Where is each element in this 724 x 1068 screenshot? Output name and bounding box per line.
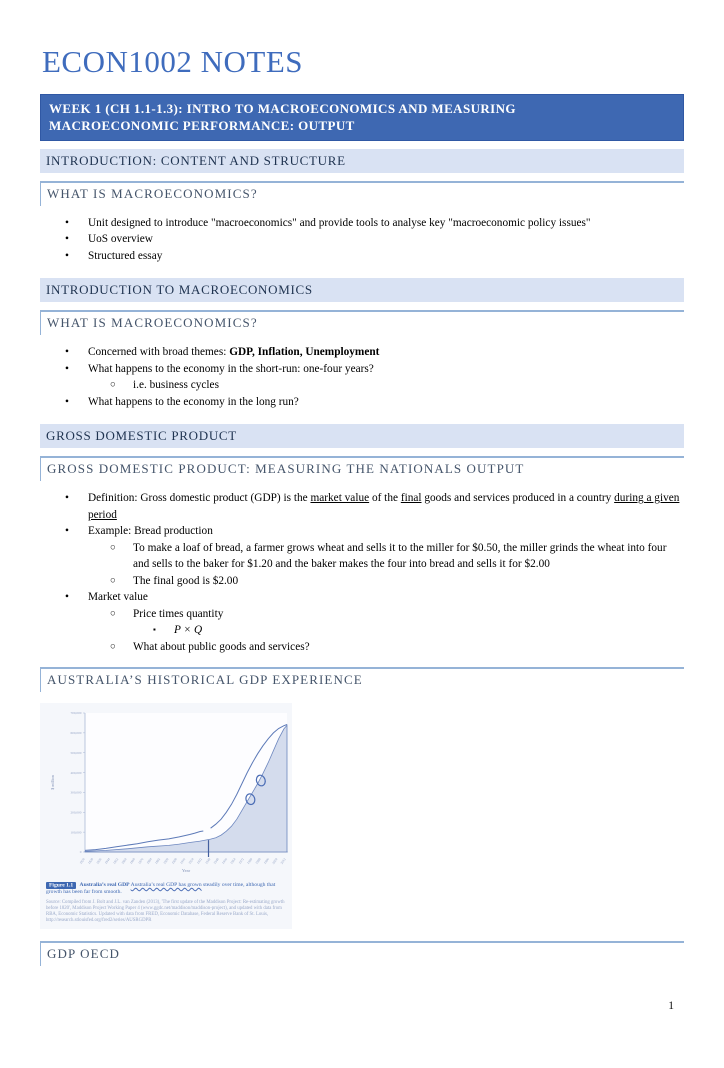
heading-introduction-content-structure: INTRODUCTION: CONTENT AND STRUCTURE [40, 149, 684, 173]
x-tick-label: 1956 [221, 857, 229, 866]
heading-gross-domestic-product: GROSS DOMESTIC PRODUCT [40, 424, 684, 448]
bullet-marker: • [65, 395, 69, 408]
list-item [40, 639, 684, 656]
gdp-chart-svg [40, 706, 292, 876]
y-tick-label: 0 [79, 850, 82, 855]
week1-banner-text: WEEK 1 (CH 1.1-1.3): INTRO TO MACROECONOMICS AND MEASURING MACROECONOMIC PERFORMANCE: OUTPUT [49, 100, 516, 134]
figure-source-note: Source: Compiled from J. Bolt and J.L. van Zanden (2013), 'The first update of the Maddison Project: Re-estimating growth before 1820', Maddison Project Working Paper 4 (www.ggdc.net/maddison/maddison-project), and updated with data from RBA, Economic Statistics. Updated with data from FRED, Economic Database, Federal Reserve Bank of St. Louis, http://research.stlouisfed.org/fred2/series/AUSRGDPR [46, 900, 285, 923]
week1-banner-heading [40, 94, 684, 141]
bullet-marker: • [65, 591, 69, 604]
y-tick-label: 600,000 [70, 731, 82, 736]
bullet-marker: ○ [110, 575, 116, 586]
figure-caption-underlined-text: Australia’s real GDP has grown [130, 882, 202, 889]
y-tick-label: 300,000 [70, 790, 82, 795]
x-tick-label: 1876 [137, 857, 145, 866]
x-tick-label: 1860 [120, 857, 128, 866]
list-item [40, 215, 684, 232]
x-tick-label: 1868 [128, 857, 137, 866]
x-tick-label: 1988 [254, 857, 262, 866]
bullet-marker: • [65, 249, 69, 262]
x-tick-label: 1980 [246, 857, 254, 866]
figure-caption-text: steadily over time, although that growth has been far from smooth. [46, 882, 276, 896]
x-tick-label: 2004 [271, 857, 279, 866]
heading-australia-historical-gdp: AUSTRALIA’S HISTORICAL GDP EXPERIENCE [40, 667, 684, 692]
figure-number-chip: Figure 1.1 [46, 882, 76, 889]
x-tick-label: 1908 [170, 857, 178, 866]
list-item-text: Price times quantity [133, 607, 224, 620]
bullet-marker: • [65, 233, 69, 246]
list-item [40, 540, 684, 573]
bullet-marker: • [65, 525, 69, 538]
list-item [40, 248, 684, 265]
list-item-text: Market value [88, 591, 148, 604]
list-item-text: Unit designed to introduce "macroeconomics" and provide tools to analyse key "macroeconomic policy issues" [88, 216, 591, 229]
list-item-text: Definition: Gross domestic product (GDP) is the market value of the final goods and services produced in a country during a given period [88, 492, 680, 521]
x-tick-label: 1844 [103, 857, 111, 866]
bullet-marker: • [65, 492, 69, 505]
list-item-text: What about public goods and services? [133, 640, 310, 653]
heading-what-is-macroeconomics-2: WHAT IS MACROECONOMICS? [40, 310, 684, 335]
list-item [40, 589, 684, 606]
heading-gdp-measuring-output: GROSS DOMESTIC PRODUCT: MEASURING THE NATIONALS OUTPUT [40, 456, 684, 481]
page-number: 1 [668, 1000, 674, 1012]
list-item-text: Structured essay [88, 249, 163, 262]
heading-gdp-oecd: GDP OECD [40, 941, 684, 966]
page-title: ECON1002 NOTES [42, 44, 304, 79]
x-tick-label: 1972 [237, 857, 245, 866]
y-tick-label: 100,000 [70, 830, 82, 835]
bullet-marker: ○ [110, 641, 116, 652]
list-item [40, 231, 684, 248]
y-tick-label: 200,000 [70, 810, 82, 815]
x-tick-label: 1916 [179, 857, 187, 866]
macro-bullet-list [40, 344, 684, 410]
y-tick-label: 500,000 [70, 751, 82, 756]
document-page [40, 44, 684, 966]
list-item [40, 573, 684, 590]
x-tick-label: 1996 [262, 857, 271, 866]
list-item-text: Concerned with broad themes: GDP, Inflation, Unemployment [88, 346, 380, 359]
x-axis-title: Year [181, 868, 191, 874]
x-tick-label: 1892 [154, 857, 162, 866]
figure-caption [46, 882, 286, 896]
list-item [40, 361, 684, 378]
figure-caption-title: Australia’s real GDP [79, 882, 130, 889]
heading-what-is-macroeconomics-1: WHAT IS MACROECONOMICS? [40, 181, 684, 206]
x-tick-label: 1924 [187, 857, 195, 866]
list-item-text: UoS overview [88, 233, 153, 246]
bullet-marker: ○ [110, 608, 116, 619]
list-item [40, 606, 684, 623]
list-item [40, 523, 684, 540]
list-item-text: The final good is $2.00 [133, 574, 239, 587]
list-item-text: What happens to the economy in the short-run: one-four years? [88, 362, 374, 375]
list-item-text: P × Q [174, 624, 203, 637]
list-item-text: To make a loaf of bread, a farmer grows wheat and sells it to the miller for $0.50, the miller grinds the wheat into four and sells to the baker for $1.20 and the baker makes the four into bread and sells it for $2.00 [133, 541, 667, 571]
list-item-text: Example: Bread production [88, 525, 213, 538]
gdp-figure-image [40, 703, 292, 929]
x-tick-label: 1884 [145, 857, 153, 866]
list-item [40, 394, 684, 411]
gdp-bullet-list [40, 490, 684, 655]
list-item-text: i.e. business cycles [133, 379, 219, 392]
x-tick-label: 1828 [87, 857, 95, 866]
x-tick-label: 1964 [229, 857, 237, 866]
list-item [40, 344, 684, 361]
bullet-marker: • [65, 362, 69, 375]
bullet-marker: ▪ [153, 625, 156, 635]
x-tick-label: 1852 [112, 857, 120, 866]
y-axis-title: $ million [50, 775, 55, 791]
bullet-marker: • [65, 216, 69, 229]
intro-bullet-list [40, 215, 684, 265]
list-item [40, 622, 684, 639]
list-item [40, 490, 684, 523]
x-tick-label: 1948 [212, 857, 220, 866]
bullet-marker: ○ [110, 380, 116, 391]
bullet-marker: ○ [110, 542, 116, 553]
heading-introduction-to-macroeconomics: INTRODUCTION TO MACROECONOMICS [40, 278, 684, 302]
x-tick-label: 1932 [195, 857, 204, 866]
x-tick-label: 2012 [279, 857, 287, 866]
x-tick-label: 1940 [204, 857, 212, 866]
y-tick-label: 400,000 [70, 771, 82, 776]
list-item-text: What happens to the economy in the long run? [88, 395, 299, 408]
bullet-marker: • [65, 346, 69, 359]
list-item [40, 377, 684, 394]
x-tick-label: 1820 [78, 857, 86, 866]
y-tick-label: 700,000 [70, 711, 82, 716]
x-tick-label: 1900 [162, 857, 170, 866]
x-tick-label: 1836 [95, 857, 103, 866]
